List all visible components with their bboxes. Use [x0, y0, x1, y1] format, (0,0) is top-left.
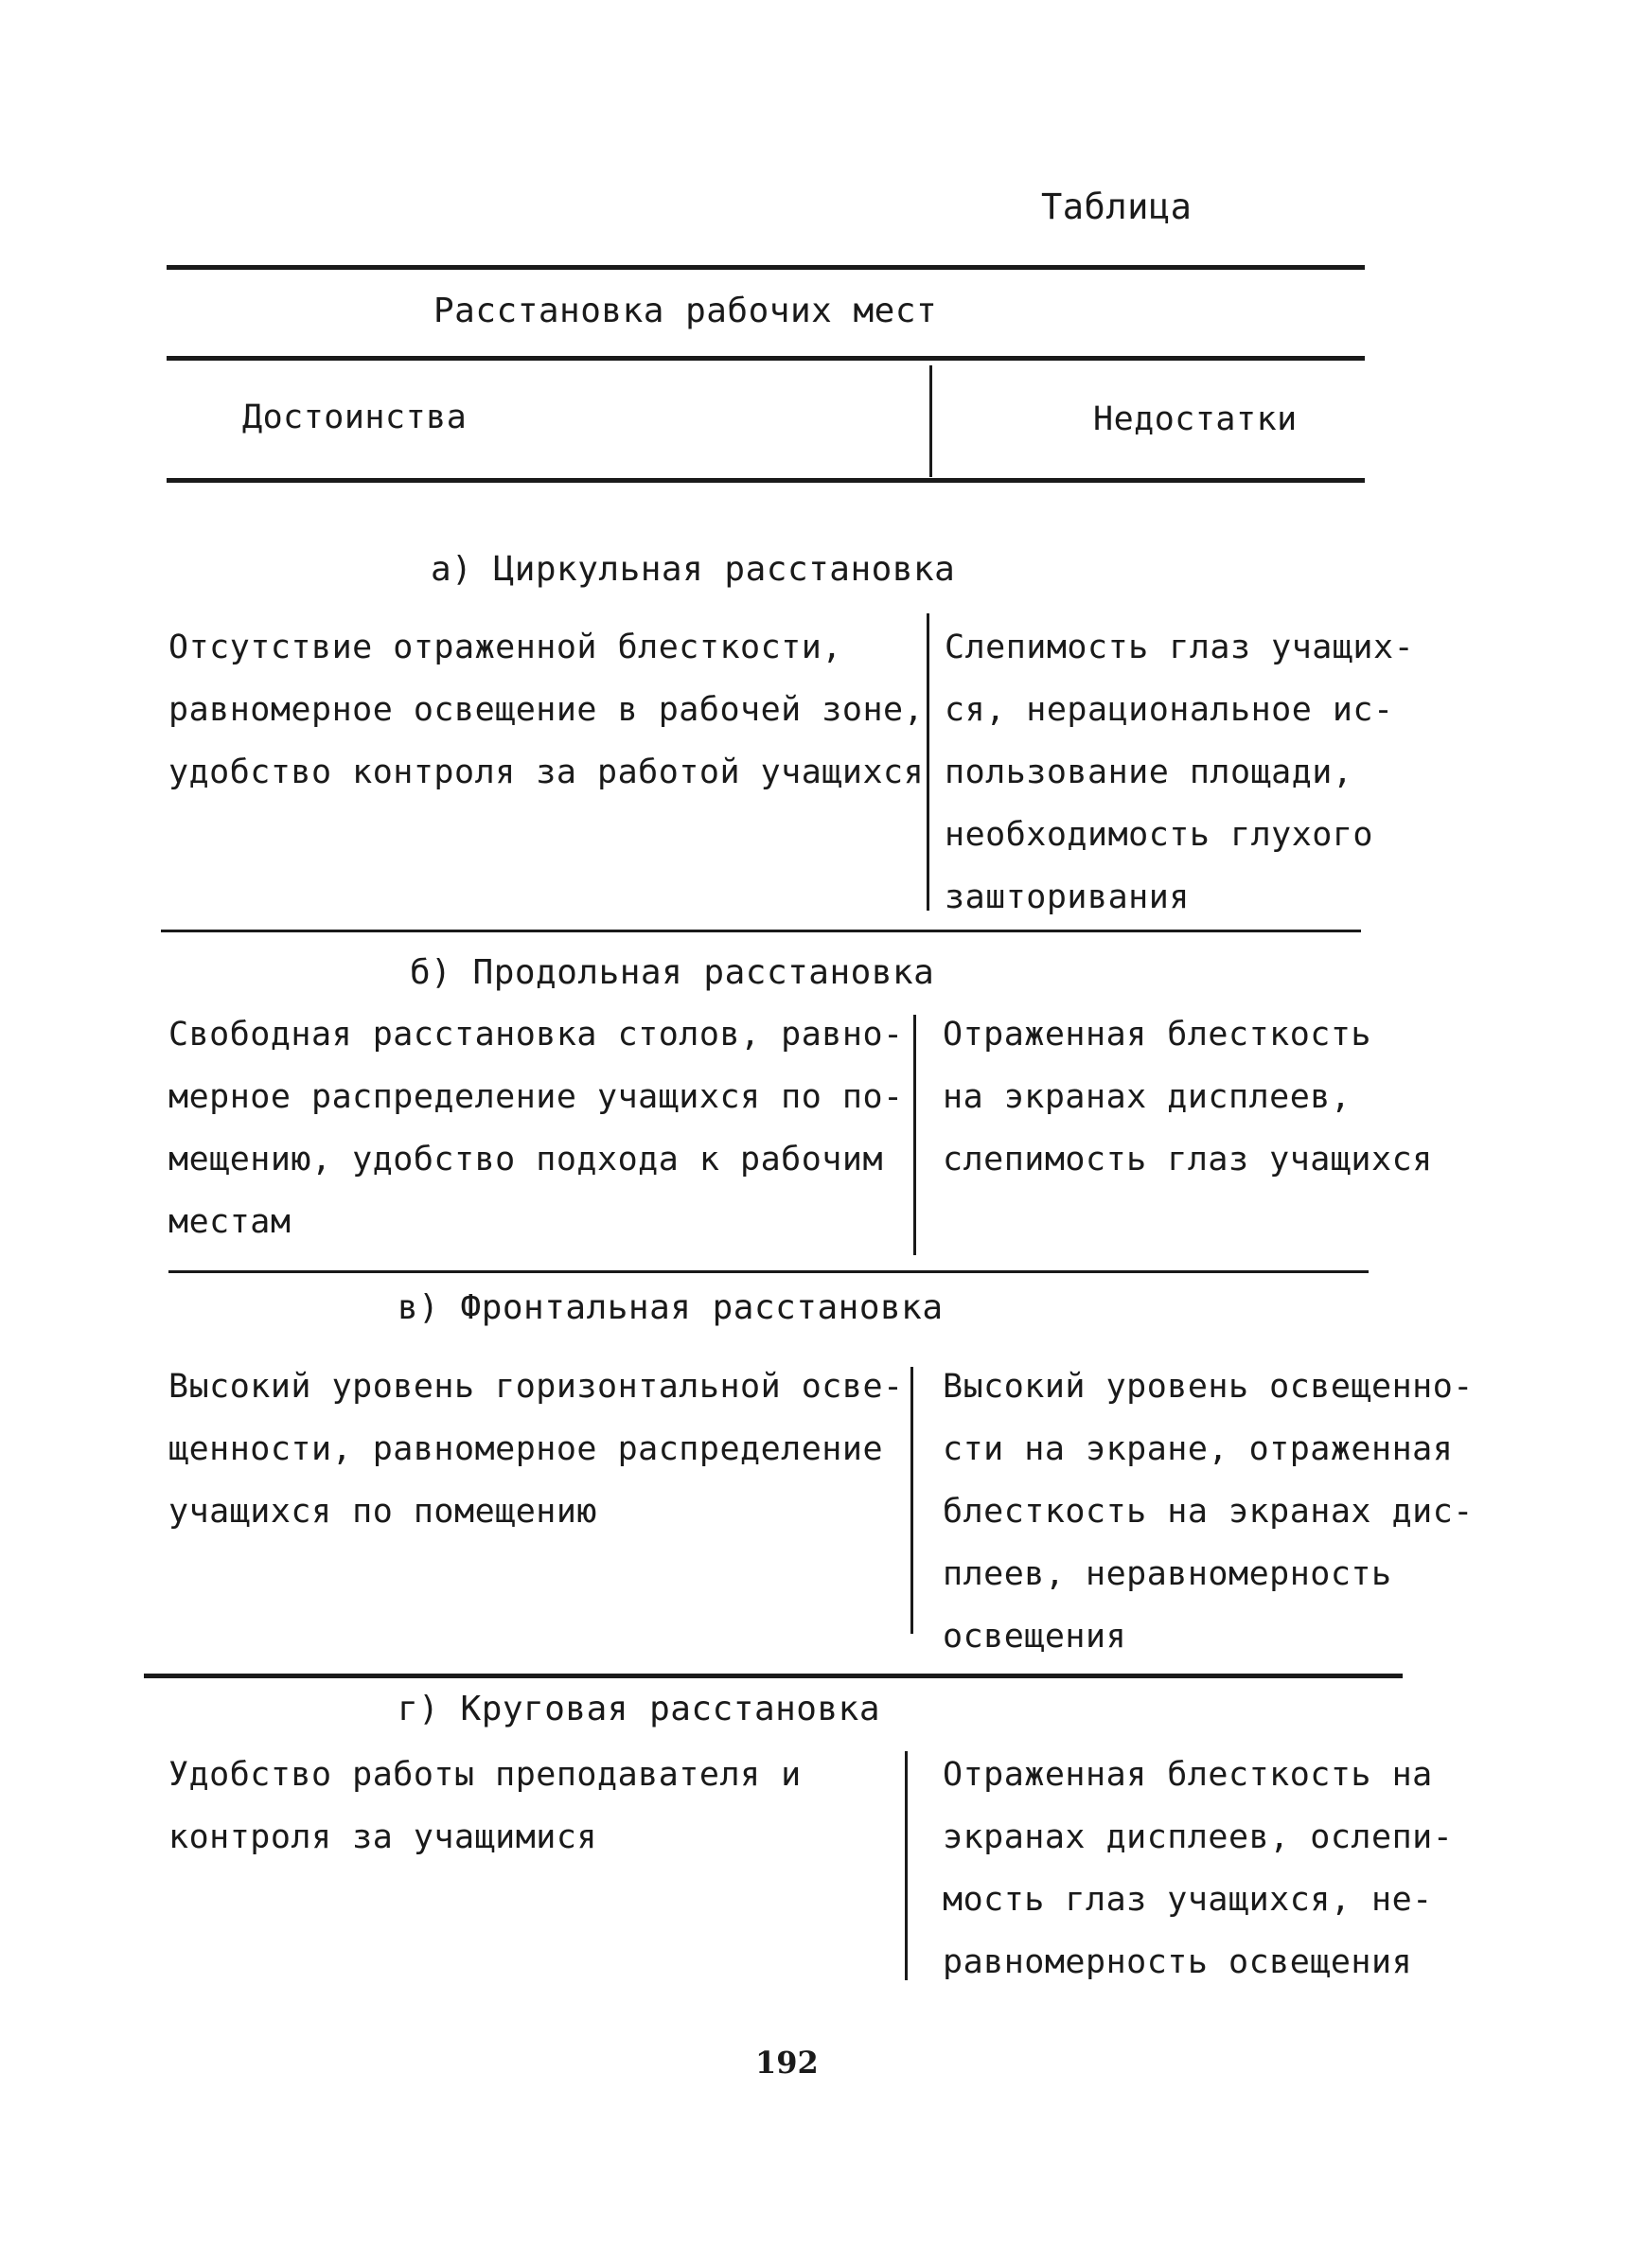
advantages-cell-circle — [168, 1744, 926, 1869]
text-line: необходимость глухого — [945, 816, 1374, 854]
section-rule — [168, 1270, 1369, 1273]
text-line: слепимость глаз учащихся — [943, 1141, 1433, 1178]
cell-divider-circular — [927, 613, 929, 911]
text-line: экранах дисплеев, ослепи- — [943, 1818, 1454, 1856]
column-header-advantages: Достоинства — [242, 399, 468, 436]
text-line: ся, нерациональное ис- — [945, 691, 1394, 729]
cell-divider-longitudinal — [913, 1015, 916, 1255]
text-line: мерное распределение учащихся по по- — [168, 1078, 904, 1116]
text-line: освещения — [943, 1618, 1127, 1656]
text-line: равномерное освещение в рабочей зоне, — [168, 691, 925, 729]
text-line: на экранах дисплеев, — [943, 1078, 1352, 1116]
text-line: равномерность освещения — [943, 1943, 1413, 1981]
text-line: блесткость на экранах дис- — [943, 1493, 1474, 1531]
text-line: плеев, неравномерность — [943, 1555, 1392, 1593]
section-title-circle: г) Круговая расстановка — [398, 1690, 880, 1728]
advantages-cell-longitudinal — [168, 1003, 926, 1253]
text-line: учащихся по помещению — [168, 1493, 598, 1531]
text-line: пользование площади, — [945, 753, 1353, 791]
section-title-frontal: в) Фронтальная расстановка — [398, 1288, 944, 1327]
section-rule — [161, 930, 1361, 932]
disadvantages-cell-frontal — [943, 1355, 1473, 1668]
cell-divider-frontal — [910, 1367, 913, 1634]
table-title-rule — [167, 356, 1365, 361]
text-line: Отраженная блесткость — [943, 1016, 1372, 1054]
text-line: контроля за учащимися — [168, 1818, 598, 1856]
section-title-circular: а) Циркульная расстановка — [431, 550, 956, 589]
table-header-rule — [167, 478, 1365, 483]
text-line: Отсутствие отраженной блесткости, — [168, 629, 842, 666]
text-line: местам — [168, 1203, 292, 1241]
text-line: Высокий уровень горизонтальной осве- — [168, 1368, 904, 1406]
text-line: мещению, удобство подхода к рабочим — [168, 1141, 884, 1178]
text-line: Слепимость глаз учащих- — [945, 629, 1415, 666]
table-top-rule — [167, 265, 1365, 270]
disadvantages-cell-longitudinal — [943, 1003, 1473, 1191]
table-title: Расстановка рабочих мест — [433, 292, 938, 330]
column-header-divider — [929, 365, 932, 477]
text-line: мость глаз учащихся, не- — [943, 1881, 1433, 1919]
text-line: зашторивания — [945, 878, 1190, 916]
text-line: Свободная расстановка столов, равно- — [168, 1016, 904, 1054]
text-line: сти на экране, отраженная — [943, 1430, 1454, 1468]
section-title-longitudinal: б) Продольная расстановка — [410, 953, 935, 992]
text-line: удобство контроля за работой учащихся — [168, 753, 925, 791]
disadvantages-cell-circle — [943, 1744, 1473, 1993]
column-header-disadvantages: Недостатки — [1093, 400, 1298, 438]
advantages-cell-frontal — [168, 1355, 926, 1543]
advantages-cell-circular — [168, 616, 926, 804]
text-line: щенности, равномерное распределение — [168, 1430, 884, 1468]
text-line: Удобство работы преподавателя и — [168, 1756, 802, 1794]
page-number: 192 — [755, 2045, 819, 2081]
section-rule — [144, 1674, 1403, 1678]
text-line: Отраженная блесткость на — [943, 1756, 1433, 1794]
disadvantages-cell-circular — [945, 616, 1475, 929]
cell-divider-circle — [905, 1751, 908, 1980]
table-caption: Таблица — [1041, 186, 1193, 227]
text-line: Высокий уровень освещенно- — [943, 1368, 1474, 1406]
